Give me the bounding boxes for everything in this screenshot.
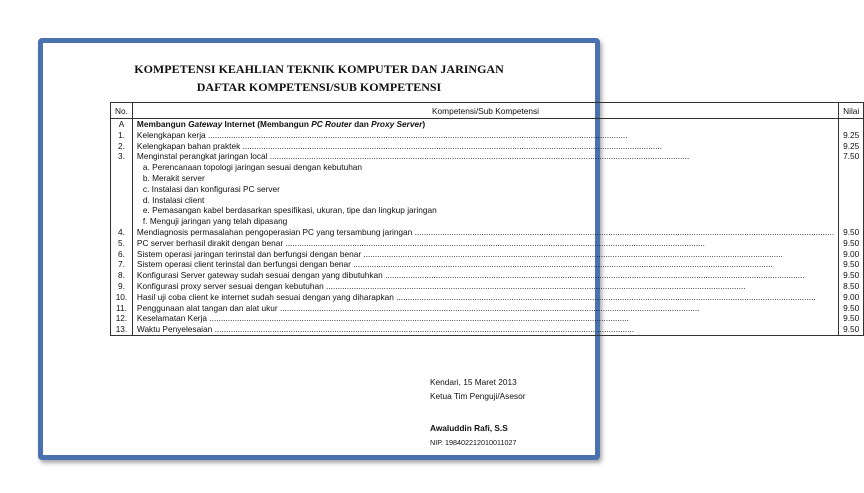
- subitem: c. Instalasi dan konfigurasi PC server: [142, 183, 280, 194]
- row-text: PC server berhasil dirakit dengan benar .....: [137, 238, 834, 249]
- subitem: a. Perencanaan topologi jaringan sesuai dengan kebutuhan: [142, 162, 363, 173]
- no-column: [111, 119, 133, 336]
- header-kompetensi: Kompetensi/Sub Kompetensi: [132, 103, 838, 119]
- row-nilai: 9.50: [843, 237, 860, 248]
- row-text: Kelengkapan bahan praktek .....: [137, 141, 834, 152]
- row-nilai: 9.00: [843, 248, 860, 259]
- row-nilai: 9.00: [843, 291, 860, 302]
- signature-place-date: Kendari, 15 Maret 2013: [430, 377, 517, 387]
- header-no: No.: [111, 103, 133, 119]
- signature-name: Awaluddin Rafi, S.S: [430, 423, 508, 433]
- row-nilai: 9.50: [843, 226, 860, 237]
- subitem: f. Menguji jaringan yang telah dipasang: [142, 216, 288, 227]
- row-text: Kelengkapan kerja .....: [137, 130, 834, 141]
- subitem: b. Merakit server: [142, 172, 205, 183]
- row-text: Mendiagnosis permasalahan pengoperasian PC yang tersambung jaringan .....: [137, 227, 834, 238]
- document-frame: [38, 38, 860, 460]
- nilai-column: [839, 119, 864, 336]
- row-no: 6.: [118, 248, 125, 259]
- row-no: 2.: [118, 140, 125, 151]
- table-body-row: [111, 119, 864, 336]
- row-nilai: 9.50: [843, 259, 860, 270]
- document-title: KOMPETENSI KEAHLIAN TEKNIK KOMPUTER DAN JARINGAN: [134, 62, 504, 76]
- row-nilai: 9.25: [843, 140, 860, 151]
- row-nilai: 9.50: [843, 324, 860, 335]
- row-no: 3.: [118, 151, 125, 162]
- row-no: 9.: [118, 280, 125, 291]
- row-text: Konfigurasi proxy server sesuai dengan kebutuhan .....: [137, 281, 834, 292]
- signature-nip: NIP. 198402212010011027: [430, 438, 517, 447]
- signature-role: Ketua Tim Penguji/Asesor: [430, 391, 526, 401]
- row-nilai: 7.50: [843, 151, 860, 162]
- row-no: 1.: [118, 129, 125, 140]
- header-nilai: Nilai: [839, 103, 864, 119]
- row-no: 5.: [118, 237, 125, 248]
- subitem: e. Pemasangan kabel berdasarkan spesifikasi, ukuran, tipe dan lingkup jaringan: [142, 205, 437, 216]
- row-no: 13.: [115, 324, 128, 335]
- row-text: Konfigurasi Server gateway sudah sesuai dengan yang dibutuhkan .....: [137, 270, 834, 281]
- table-header-row: [111, 103, 864, 119]
- row-no: 4.: [118, 226, 125, 237]
- row-no: 8.: [118, 270, 125, 281]
- row-nilai: 8.50: [843, 280, 860, 291]
- row-no: 12.: [115, 313, 128, 324]
- row-text: Waktu Penyelesaian .....: [137, 324, 834, 335]
- row-no: 11.: [116, 302, 127, 313]
- kompetensi-column: [132, 119, 838, 336]
- subitem: d. Instalasi client: [142, 194, 205, 205]
- document-subtitle: DAFTAR KOMPETENSI/SUB KOMPETENSI: [196, 80, 442, 94]
- row-text: Sistem operasi jaringan terinstal dan berfungsi dengan benar .....: [137, 249, 834, 260]
- row-nilai: 9.50: [843, 313, 860, 324]
- competency-table: [110, 102, 864, 336]
- row-text: Hasil uji coba client ke internet sudah sesuai dengan yang diharapkan .....: [137, 292, 834, 303]
- section-no: A: [118, 119, 125, 129]
- row-text: Sistem operasi client terinstal dan berfungsi dengan benar .....: [137, 259, 834, 270]
- row-text: Menginstal perangkat jaringan local .....: [137, 151, 834, 162]
- row-nilai: 9.25: [843, 129, 860, 140]
- row-text: Penggunaan alat tangan dan alat ukur .....: [137, 303, 834, 314]
- row-nilai: 9.50: [843, 270, 860, 281]
- row-no: 7.: [118, 259, 125, 270]
- row-no: 10.: [115, 291, 128, 302]
- row-text: Keselamatan Kerja .....: [137, 313, 834, 324]
- row-nilai: 9.50: [843, 302, 860, 313]
- section-label: Membangun Gateway Internet (Membangun PC Router dan Proxy Server): [136, 119, 426, 129]
